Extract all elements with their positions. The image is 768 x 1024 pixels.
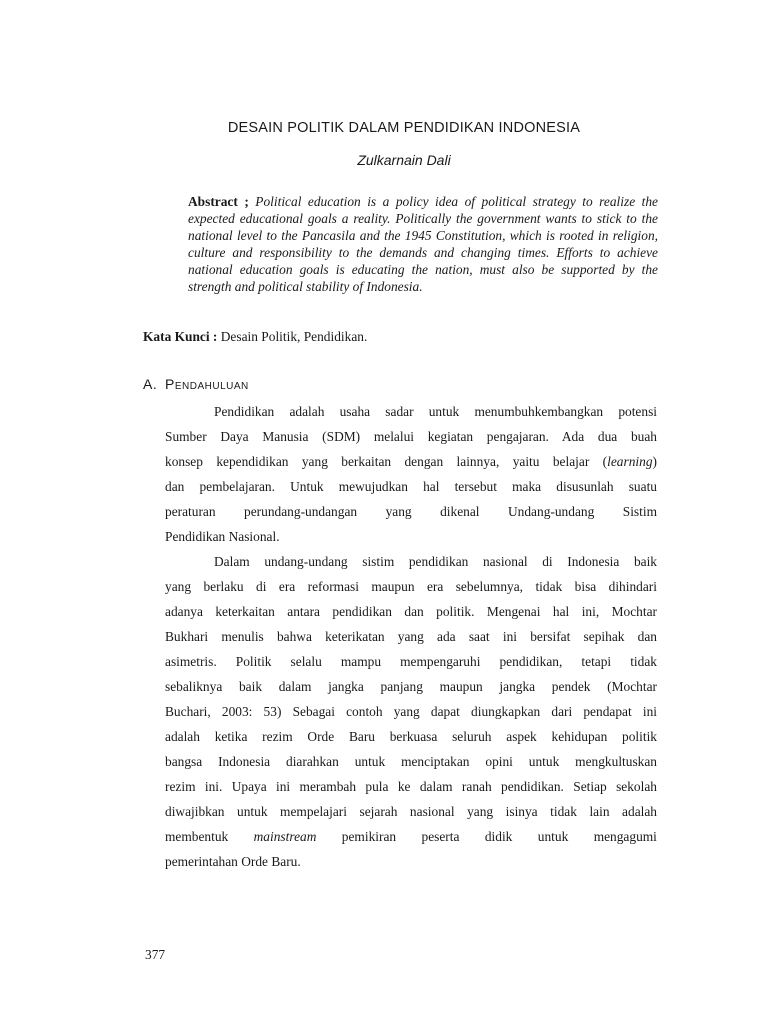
text-line: peraturan perundang-undangan yang dikenal Undang-undang Sistim [165,504,657,519]
text-line: Pendidikan adalah usaha sadar untuk menumbuhkembangkan potensi [214,404,657,419]
body-text [165,399,657,874]
word: didik [484,829,513,844]
word: mengagumi [593,829,657,844]
text-line: dan pembelajaran. Untuk mewujudkan hal tersebut maka disusunlah suatu [165,479,657,494]
keywords [143,329,663,345]
text-line: Pendidikan Nasional. [165,529,280,544]
text-run: konsep kependidikan yang berkaitan dengan lainnya, yaitu belajar ( [165,454,608,469]
paper-title: DESAIN POLITIK DALAM PENDIDIKAN INDONESIA [227,120,581,136]
abstract-text: Political education is a policy idea of political strategy to realize the expected educational goals a reality. Politically the government wants to stick to the national level to the Pancasila and the 1945 Constitution, which is rooted in religion, culture and responsibility to the demands and changing times. Efforts to achieve national education goals is educating the nation, must also be supported by the strength and political stability of Indonesia. [188,194,658,294]
word: membentuk [165,829,229,844]
abstract [188,193,658,295]
text-line: adalah ketika rezim Orde Baru berkuasa seluruh aspek kehidupan politik [165,729,657,744]
word: pemikiran [341,829,397,844]
text-line: Bukhari menulis bahwa keterikatan yang ada saat ini bersifat sepihak dan [165,629,657,644]
text-line: diwajibkan untuk mempelajari sejarah nasional yang isinya tidak lain adalah [165,804,657,819]
paragraph [165,399,657,549]
text-line: yang berlaku di era reformasi maupun era sebelumnya, tidak bisa dihindari [165,579,657,594]
text-line: Dalam undang-undang sistim pendidikan nasional di Indonesia baik [214,554,657,569]
text-line [165,449,657,474]
text-line: Buchari, 2003: 53) Sebagai contoh yang dapat diungkapkan dari pendapat ini [165,704,657,719]
keywords-text: Desain Politik, Pendidikan. [220,329,368,344]
text-line: asimetris. Politik selalu mampu mempengaruhi pendidikan, tetapi tidak [165,654,657,669]
section-number: A. [143,376,158,392]
section-title: Pendahuluan [165,376,249,392]
text-line [165,824,657,849]
section-heading [143,376,249,392]
word: peserta [421,829,460,844]
author-name: Zulkarnain Dali [357,152,451,168]
text-line: sebaliknya baik dalam jangka panjang maupun jangka pendek (Mochtar [165,679,657,694]
paragraph [165,549,657,874]
text-line: Sumber Daya Manusia (SDM) melalui kegiatan pengajaran. Ada dua buah [165,429,657,444]
keywords-label: Kata Kunci : [143,329,218,344]
text-line: rezim ini. Upaya ini merambah pula ke dalam ranah pendidikan. Setiap sekolah [165,779,657,794]
italic-term: mainstream [253,829,317,844]
text-run: ) [652,454,657,469]
abstract-label: Abstract ; [188,194,249,209]
word: untuk [537,829,569,844]
text-line: bangsa Indonesia diarahkan untuk menciptakan opini untuk mengkultuskan [165,754,657,769]
text-line: adanya keterkaitan antara pendidikan dan politik. Mengenai hal ini, Mochtar [165,604,657,619]
italic-term: learning [607,454,653,469]
text-line: pemerintahan Orde Baru. [165,854,301,869]
page-number: 377 [145,947,166,962]
